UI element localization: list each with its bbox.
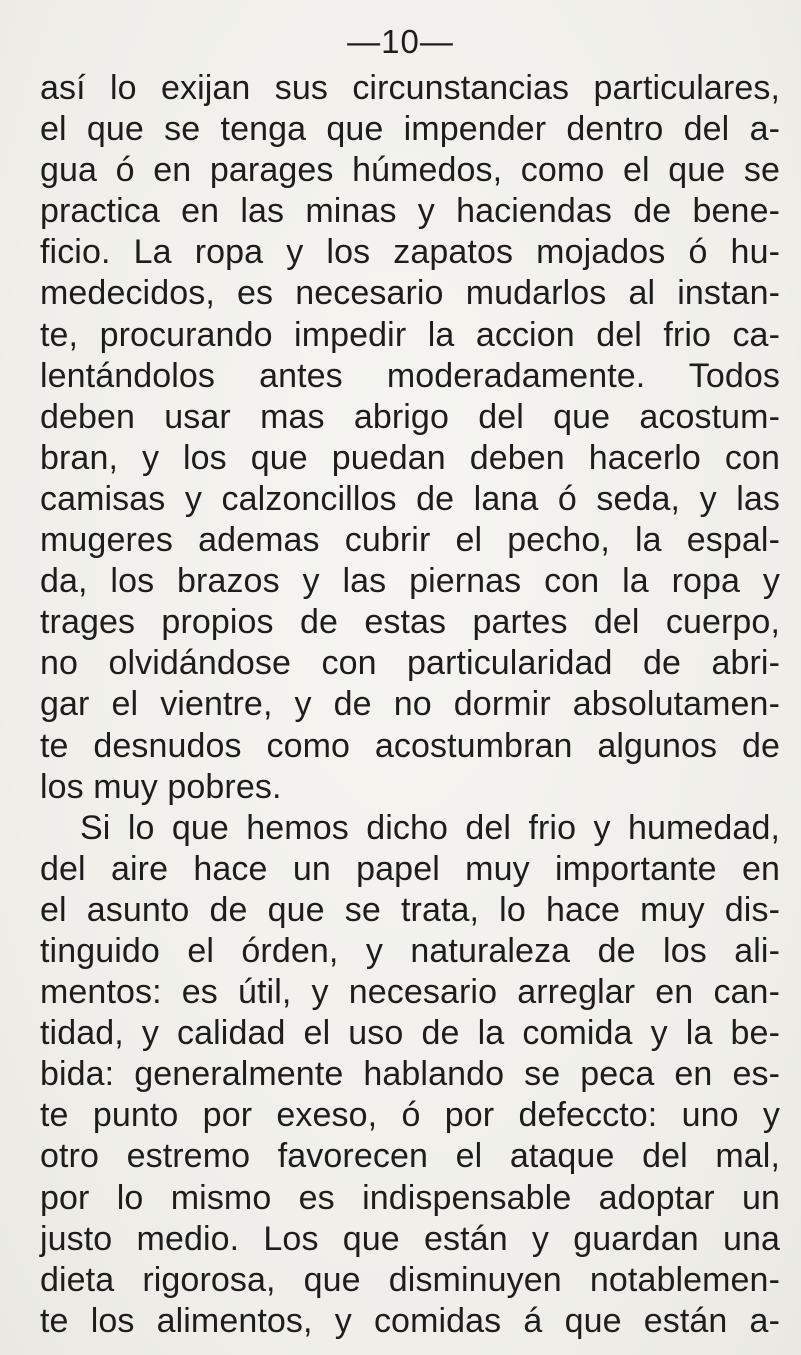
text-line: tinguido el órden, y naturaleza de los ali- <box>40 931 780 970</box>
text-line: deben usar mas abrigo del que acostum- <box>40 397 780 436</box>
text-line: medecidos, es necesario mudarlos al instan- <box>40 274 780 313</box>
text-line: trages propios de estas partes del cuerpo, <box>40 603 780 642</box>
paragraph-end-line: los muy pobres. <box>40 767 282 806</box>
text-line: bran, y los que puedan deben hacerlo con <box>40 438 780 477</box>
text-line: mentos: es útil, y necesario arreglar en can- <box>40 973 780 1012</box>
text-line: camisas y calzoncillos de lana ó seda, y las <box>40 479 780 518</box>
paragraph-start-line: Si lo que hemos dicho del frio y humedad, <box>80 808 780 847</box>
text-line: el que se tenga que impender dentro del a- <box>40 110 780 149</box>
page-number: —10— <box>347 23 454 60</box>
text-line: otro estremo favorecen el ataque del mal, <box>40 1137 780 1176</box>
body-text <box>40 68 780 1342</box>
text-line: tidad, y calidad el uso de la comida y la be- <box>40 1014 780 1053</box>
text-line: ficio. La ropa y los zapatos mojados ó hu- <box>40 233 780 272</box>
text-line: lentándolos antes moderadamente. Todos <box>40 356 780 395</box>
text-line: mugeres ademas cubrir el pecho, la espal- <box>40 521 780 560</box>
text-line: da, los brazos y las piernas con la ropa y <box>40 562 780 601</box>
text-line: te punto por exeso, ó por defeccto: uno y <box>40 1096 780 1135</box>
text-line: por lo mismo es indispensable adoptar un <box>40 1178 780 1217</box>
text-line: te los alimentos, y comidas á que están a- <box>40 1301 780 1340</box>
text-line: gar el vientre, y de no dormir absolutamen- <box>40 685 780 724</box>
text-line: dieta rigorosa, que disminuyen notablemen- <box>40 1260 780 1299</box>
text-line: no olvidándose con particularidad de abri- <box>40 644 780 683</box>
text-line: así lo exijan sus circunstancias particulares, <box>40 69 780 107</box>
text-line: practica en las minas y haciendas de bene- <box>40 192 780 231</box>
text-line: gua ó en parages húmedos, como el que se <box>40 151 780 190</box>
text-line: te desnudos como acostumbran algunos de <box>40 726 780 765</box>
text-line: del aire hace un papel muy importante en <box>40 849 780 888</box>
text-line: bida: generalmente hablando se peca en es- <box>40 1055 780 1094</box>
text-line: te, procurando impedir la accion del frio ca- <box>40 315 780 354</box>
text-line: justo medio. Los que están y guardan una <box>40 1219 780 1258</box>
text-line: el asunto de que se trata, lo hace muy dis- <box>40 890 780 929</box>
